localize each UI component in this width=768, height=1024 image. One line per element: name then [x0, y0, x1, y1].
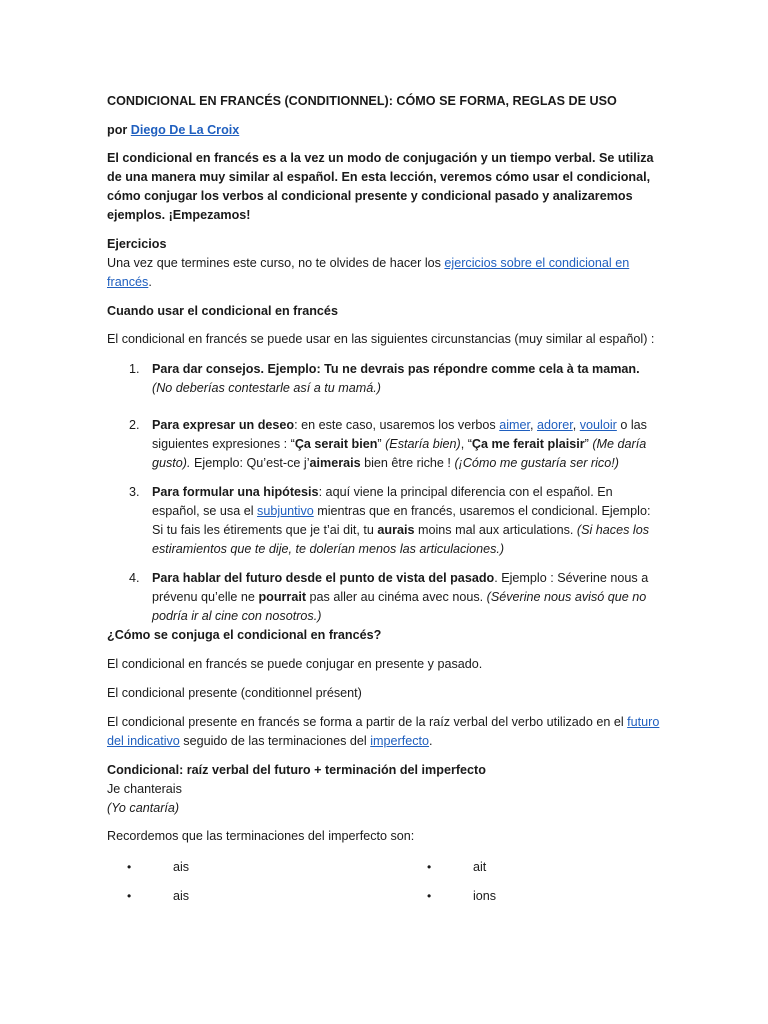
page-title: CONDICIONAL EN FRANCÉS (CONDITIONNEL): CÓMO SE FORMA, REGLAS DE USO	[107, 94, 617, 108]
document-page: CONDICIONAL EN FRANCÉS (CONDITIONNEL): CÓMO SE FORMA, REGLAS DE USO por Diego De La Croix El condicional en francés es a la vez un modo de conjugación y un tiempo verbal. Se utiliza de una manera muy similar al español. En esta lección, veremos cómo usar el condicional, cómo conjugar los verbos al condicional presente y condicional pasado y analizaremos ejemplos. ¡Empezamos! Ejercicios Una vez que termines este curso, no te olvides de hacer los ejercicios sobre el condicional en francés. Cuando usar el condicional en francés El condicional en francés se puede usar en las siguientes circunstancias (muy similar al español) : 1. Para dar consejos. Ejemplo: Tu ne devrais pas répondre comme cela à ta maman. (No deberías contestarle así a tu mamá.) 2. Para expresar un deseo: en este caso, usaremos los verbos aimer, adorer, vouloir o las siguientes expresiones : “Ça serait bien” (Estaría bien), “Ça me ferait plaisir” (Me daría gusto). Ejemplo: Qu’est-ce j’aimerais bien être riche ! (¡Cómo me gustaría ser rico!) 3. Para formular una hipótesis: aquí viene la principal diferencia con el español. En español, se usa el subjuntivo mientras que en francés, usaremos el condicional. Ejemplo: Si tu fais les étirements que je t’ai dit, tu aurais moins mal aux articulations. (Si haces los estiramientos que te dije, te dolerían menos las articulaciones.) 4. Para hablar del futuro desde el punto de vista del pasado. Ejemplo : Séverine nous a prévenu qu’elle ne pourrait pas aller au cinéma avec nous. (Séverine nous avisó que no podría ir al cine con nosotros.) ¿Cómo se conjuga el condicional en francés? El condicional en francés se puede conjugar en presente y pasado. El condicional presente (conditionnel présent) El condicional presente en francés se forma a partir de la raíz verbal del verbo utilizado en el futuro del indicativo seguido de las terminaciones del imperfecto. Condicional: raíz verbal del futuro + terminación del imperfecto Je chanterais (Yo cantaría) Recordemos que las terminaciones del imperfecto son: • ais • ais • ait • ions	[0, 0, 768, 1024]
list-item: 4. Para hablar del futuro desde el punto de vista del pasado. Ejemplo : Séverine nous a prévenu qu’elle ne pourrait pas aller au cinéma avec nous. (Séverine nous avisó que no podría ir al cine con nosotros.)	[129, 571, 649, 623]
formula-block	[107, 761, 663, 818]
imperfecto-link[interactable]: imperfecto	[370, 734, 430, 748]
bullet-icon: •	[127, 860, 132, 874]
list-item: 3. Para formular una hipótesis: aquí viene la principal diferencia con el español. En español, se usa el subjuntivo mientras que en francés, usaremos el condicional. Ejemplo: Si tu fais les étirements que je t’ai dit, tu aurais moins mal aux articulations. (Si haces los estiramientos que te dije, te dolerían menos las articulaciones.)	[129, 485, 651, 556]
present-text: El condicional presente en francés se forma a partir de la raíz verbal del verbo utilizado en el futuro del indicativo seguido de las terminaciones del imperfecto.	[107, 715, 660, 748]
aimer-link[interactable]: aimer	[499, 418, 531, 432]
endings-intro: Recordemos que las terminaciones del imperfecto son:	[107, 829, 415, 843]
uses-list	[107, 360, 663, 626]
how-intro: El condicional en francés se puede conjugar en presente y pasado.	[107, 657, 483, 671]
exercises-heading: Ejercicios	[107, 237, 167, 251]
vouloir-link[interactable]: vouloir	[579, 418, 617, 432]
formula-translation: (Yo cantaría)	[107, 801, 180, 815]
formula-rule: Condicional: raíz verbal del futuro + terminación del imperfecto	[107, 763, 486, 777]
how-heading: ¿Cómo se conjuga el condicional en francés?	[107, 628, 382, 642]
byline	[107, 121, 663, 140]
when-heading: Cuando usar el condicional en francés	[107, 304, 338, 318]
adorer-link[interactable]: adorer	[537, 418, 573, 432]
bullet-icon: •	[427, 860, 432, 874]
list-item: 1. Para dar consejos. Ejemplo: Tu ne devrais pas répondre comme cela à ta maman. (No deberías contestarle así a tu mamá.)	[129, 362, 640, 395]
bullet-icon: •	[427, 889, 432, 903]
author-link[interactable]: Diego De La Croix	[130, 123, 240, 137]
exercises-link[interactable]: ejercicios sobre el condicional en francés	[107, 256, 630, 289]
intro-paragraph: El condicional en francés es a la vez un modo de conjugación y un tiempo verbal. Se utiliza de una manera muy similar al español. En esta lección, veremos cómo usar el condicional, cómo conjugar los verbos al condicional presente y condicional pasado y analizaremos ejemplos. ¡Empezamos!	[107, 151, 654, 222]
futuro-indicativo-link[interactable]: futuro del indicativo	[107, 715, 660, 748]
list-item: 2. Para expresar un deseo: en este caso, usaremos los verbos aimer, adorer, vouloir o las siguientes expresiones : “Ça serait bien” (Estaría bien), “Ça me ferait plaisir” (Me daría gusto). Ejemplo: Qu’est-ce j’aimerais bien être riche ! (¡Cómo me gustaría ser rico!)	[129, 418, 647, 470]
subjuntivo-link[interactable]: subjuntivo	[257, 504, 314, 518]
when-intro: El condicional en francés se puede usar en las siguientes circunstancias (muy similar al español) :	[107, 332, 655, 346]
formula-example: Je chanterais	[107, 782, 182, 796]
exercises-text: Una vez que termines este curso, no te olvides de hacer los	[107, 256, 445, 270]
present-heading: El condicional presente (conditionnel présent)	[107, 686, 362, 700]
byline-prefix: por	[107, 123, 131, 137]
exercises-section: Ejercicios Una vez que termines este curso, no te olvides de hacer los ejercicios sobre el condicional en francés.	[107, 237, 630, 289]
bullet-icon: •	[127, 889, 132, 903]
